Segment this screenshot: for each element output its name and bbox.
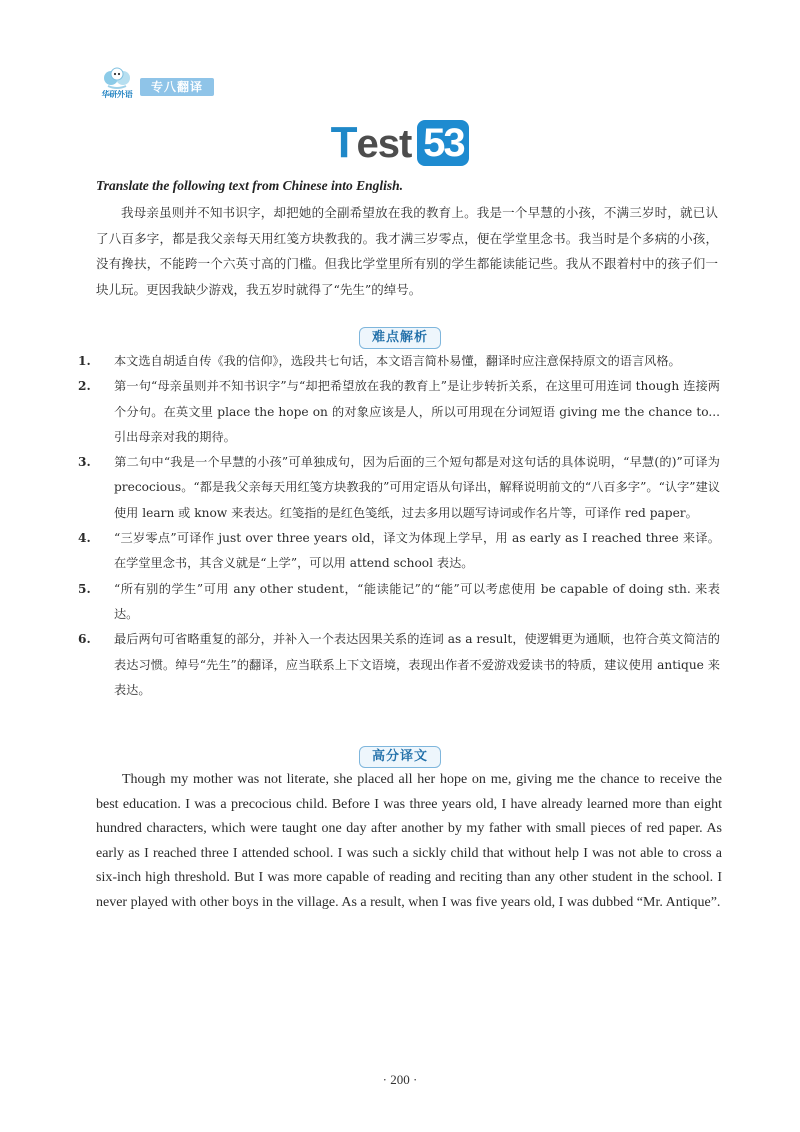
item-number: 1. [78, 354, 91, 368]
translation-heading-label: 高分译文 [359, 746, 441, 768]
title-word [331, 118, 412, 168]
item-number: 6. [78, 632, 91, 647]
analysis-heading-label: 难点解析 [359, 327, 441, 349]
page-title [0, 118, 800, 168]
model-translation: Though my mother was not literate, she placed all her hope on me, giving me the chance to receive the best education. I was a precocious child. Before I was three years old, I have already learned more than eight hundred characters, which were taught one day after another by my father with small pieces of red paper. As early as I reached three I attended school. I was such a sickly child that without help I was not able to cross a six-inch high threshold. But I was more capable of reading and reciting than any other student in the school. I never played with other boys in the village. As a result, when I was five years old, I was dubbed “Mr. Antique”. [96, 772, 722, 910]
section-tag: 专八翻译 [140, 78, 214, 96]
item-text: 本文选自胡适自传《我的信仰》，选段共七句话，本文语言简朴易懂，翻译时应注意保持原文的语言风格。 [114, 354, 681, 368]
analysis-item [78, 450, 720, 526]
item-number: 2. [78, 379, 91, 394]
item-text: 第二句中“我是一个早慧的小孩”可单独成句，因为后面的三个短句都是对这句话的具体说明，“早慧(的)”可译为 precocious。“都是我父亲每天用红笺方块教我的”可用定语从句译出，解释说明前文的“八百多字”。“认字”建议使用 learn 或 know 来表达。红笺指的是红色笺纸，过去多用以题写诗词或作名片等，可译作 red paper。 [114, 455, 720, 520]
analysis-item [78, 526, 720, 577]
analysis-item [78, 577, 720, 628]
item-text: “所有别的学生”可用 any other student，“能读能记”的“能”可以考虑使用 be capable of doing sth. 来表达。 [114, 581, 720, 621]
title-rest: est [356, 122, 412, 166]
analysis-item [78, 349, 720, 374]
item-number: 3. [78, 455, 91, 470]
item-text: 最后两句可省略重复的部分，并补入一个表达因果关系的连词 as a result，使逻辑更为通顺，也符合英文简洁的表达习惯。绰号“先生”的翻译，应当联系上下文语境，表现出作者不爱游戏爱读书的特质，建议使用 antique 来表达。 [114, 632, 720, 697]
source-text: 我母亲虽则并不知书识字，却把她的全副希望放在我的教育上。我是一个早慧的小孩，不满三岁时，就已认了八百多字，都是我父亲每天用红笺方块教我的。我才满三岁零点，便在学堂里念书。我当时是个多病的小孩，没有搀扶，不能跨一个六英寸高的门槛。但我比学堂里所有别的学生都能读能记些。我从不跟着村中的孩子们一块儿玩。更因我缺少游戏，我五岁时就得了“先生”的绰号。 [96, 205, 718, 297]
analysis-item [78, 627, 720, 703]
logo-text: 华研外语 [101, 90, 133, 99]
item-number: 4. [78, 531, 91, 546]
analysis-heading [0, 326, 800, 349]
item-text: “三岁零点”可译作 just over three years old，译文为体现上学早，用 as early as I reached three 来译。在学堂里念书，其含义就是“上学”，可以用 attend school 表达。 [114, 531, 720, 571]
title-initial: T [330, 118, 357, 167]
instruction: Translate the following text from Chinese into English. [96, 178, 404, 193]
item-number: 5. [78, 581, 91, 596]
translation-heading [0, 745, 800, 768]
publisher-logo [96, 66, 138, 100]
item-text: 第一句“母亲虽则并不知书识字”与“却把希望放在我的教育上”是让步转折关系，在这里可用连词 though 连接两个分句。在英文里 place the hope on 的对象应该是人，所以可用现在分词短语 giving me the chance to... 引出母亲对我的期待。 [114, 379, 720, 444]
test-number-badge: 53 [417, 120, 469, 166]
analysis-item [78, 374, 720, 450]
page-number: · 200 · [382, 1072, 418, 1087]
analysis-list [78, 349, 720, 703]
logo-mark-icon [96, 66, 138, 90]
